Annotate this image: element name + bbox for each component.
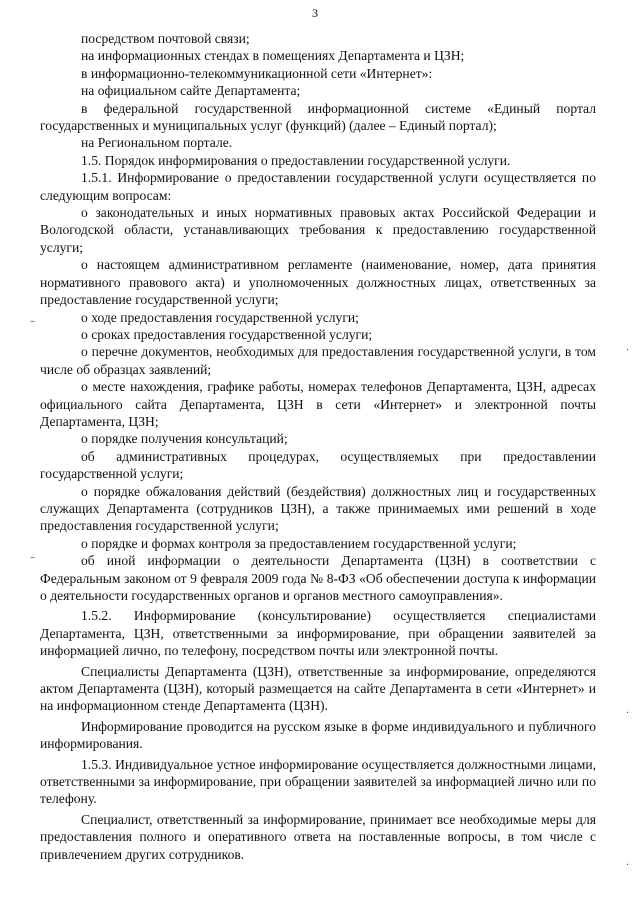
- paragraph: в федеральной государственной информационной системе «Единый портал государственных и муниципальных услуг (функций) (далее – Единый портал);: [40, 100, 596, 134]
- document-body: [40, 30, 596, 863]
- page-number: 3: [312, 6, 318, 20]
- scan-mark: –: [30, 316, 35, 327]
- paragraph: Специалист, ответственный за информирование, принимает все необходимые меры для предоставления полного и оперативного ответа на поставленные вопросы, в том числе с привлечением других сотрудников.: [40, 811, 596, 862]
- paragraph: на информационных стендах в помещениях Департамента и ЦЗН;: [81, 48, 465, 64]
- paragraph: об иной информации о деятельности Департамента (ЦЗН) в соответствии с Федеральным законом от 9 февраля 2009 года № 8-ФЗ «Об обеспечении доступа к информации о деятельности государственных органов и органов местного самоуправления».: [40, 553, 596, 603]
- paragraph: в информационно-телекоммуникационной сети «Интернет»:: [81, 65, 433, 81]
- scan-mark: ·: [626, 708, 630, 719]
- paragraph: о сроках предоставления государственной услуги;: [81, 326, 373, 342]
- paragraph: Специалисты Департамента (ЦЗН), ответственные за информирование, определяются актом Департамента (ЦЗН), который размещается на сайте Департамента в сети «Интернет» и на информационном стенде Департамента (ЦЗН).: [40, 663, 596, 714]
- paragraph: 1.5.3. Индивидуальное устное информирование осуществляется должностными лицами, ответственными за информирование, при обращении заявителей за информацией лично или по телефону.: [40, 756, 596, 807]
- paragraph: 1.5. Порядок информирования о предоставлении государственной услуги.: [81, 152, 511, 168]
- paragraph: на официальном сайте Департамента;: [81, 83, 301, 99]
- paragraph: 1.5.1. Информирование о предоставлении государственной услуги осуществляется по следующим вопросам:: [40, 170, 596, 203]
- scan-mark: –: [30, 552, 35, 563]
- paragraph: 1.5.2. Информирование (консультирование) осуществляется специалистами Департамента, ЦЗН, ответственными за информирование, при обращении заявителей за информацией лично, по телефону, посредством почты или электронной почты.: [40, 608, 596, 659]
- paragraph: посредством почтовой связи;: [81, 31, 250, 46]
- paragraph: о месте нахождения, графике работы, номерах телефонов Департамента, ЦЗН, адресах официального сайта Департамента, ЦЗН в сети «Интернет» и электронной почты Департамента, ЦЗН;: [40, 379, 596, 429]
- scan-mark: ·: [626, 860, 630, 871]
- paragraph: о законодательных и иных нормативных правовых актах Российской Федерации и Вологодской области, устанавливающих требования к предоставлению государственной услуги;: [40, 205, 596, 255]
- paragraph: на Региональном портале.: [81, 135, 233, 151]
- paragraph: о перечне документов, необходимых для предоставления государственной услуги, в том числе об образцах заявлений;: [40, 344, 596, 377]
- paragraph: о ходе предоставления государственной услуги;: [81, 309, 359, 325]
- paragraph: о порядке обжалования действий (бездействия) должностных лиц и государственных служащих Департамента (сотрудников ЦЗН), а также принимаемых ими решений в ходе предоставления государственной услуги;: [40, 483, 596, 534]
- paragraph: о порядке получения консультаций;: [81, 431, 288, 447]
- scan-mark: ·: [626, 345, 630, 356]
- paragraph: о настоящем административном регламенте (наименование, номер, дата принятия нормативного правового акта) и уполномоченных должностных лицах, ответственных за предоставление государственной услуги;: [40, 257, 596, 308]
- paragraph: о порядке и формах контроля за предоставлением государственной услуги;: [81, 535, 517, 551]
- paragraph: об административных процедурах, осуществляемых при предоставлении государственной услуги;: [40, 448, 596, 482]
- paragraph: Информирование проводится на русском языке в форме индивидуального и публичного информирования.: [40, 718, 596, 752]
